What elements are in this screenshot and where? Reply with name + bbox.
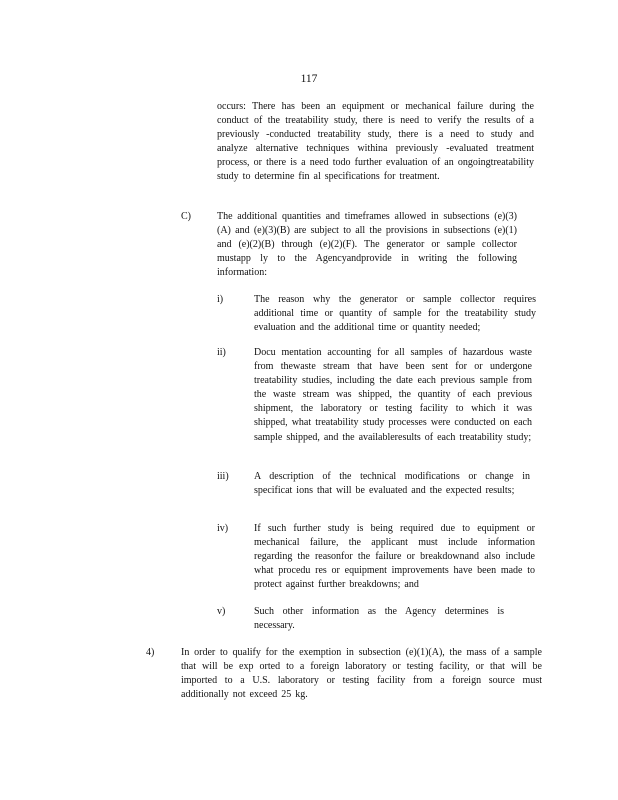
subitem-iii-paragraph: A description of the technical modifications or change in specificat ions that will be evaluated and the expected results; <box>254 471 530 497</box>
page-number: 117 <box>300 73 318 85</box>
item-4-marker: 4) <box>146 647 155 658</box>
subitem-i-marker: i) <box>217 294 224 305</box>
subitem-ii-paragraph: Docu mentation accounting for all samples of hazardous waste from thewaste stream that have been sent for or undergone treatability studies, including the date each previous sample from the waste stream was shipped, the quantity of each previous shipment, the laboratory or testing facility to which it was shipped, what treatability study processes were conducted on each sample shipped, and the availableresults of each treatability study; <box>254 347 532 443</box>
subitem-iv-paragraph: If such further study is being required due to equipment or mechanical failure, the applicant must include information regarding the reasonfor the failure or breakdownand also include what procedu res or equipment improvements have been made to protect against further breakdowns; and <box>254 523 535 591</box>
subitem-ii-marker: ii) <box>217 347 226 358</box>
item-4-paragraph: In order to qualify for the exemption in subsection (e)(1)(A), the mass of a sample that will be exp orted to a foreign laboratory or testing facility, or that will be imported to a U.S. laboratory or testing facility from a foreign source must additionally not exceed 25 kg. <box>181 647 542 701</box>
subitem-v-paragraph: Such other information as the Agency determines is necessary. <box>254 606 504 632</box>
subitem-i-paragraph: The reason why the generator or sample collector requires additional time or quantity of sample for the treatability study evaluation and the additional time or quantity needed; <box>254 294 536 334</box>
subitem-iv-marker: iv) <box>217 523 229 534</box>
subitem-iii-marker: iii) <box>217 471 229 482</box>
item-c-marker: C) <box>181 211 191 222</box>
subitem-v-marker: v) <box>217 606 226 617</box>
continuation-paragraph: occurs: There has been an equipment or mechanical failure during the conduct of the treatability study, there is need to verify the results of a previously -conducted treatability study, there is a need to study and analyze alternative techniques withina previously -evaluated treatment process, or there is a need todo further evaluation of an ongoingtreatability study to determine fin al specifications for treatment. <box>217 101 534 183</box>
item-c-paragraph: The additional quantities and timeframes allowed in subsections (e)(3)(A) and (e)(3)(B) are subject to all the provisions in subsections (e)(1) and (e)(2)(B) through (e)(2)(F). The generator or sample collector mustapp ly to the Agencyandprovide in writing the following information: <box>217 211 517 279</box>
